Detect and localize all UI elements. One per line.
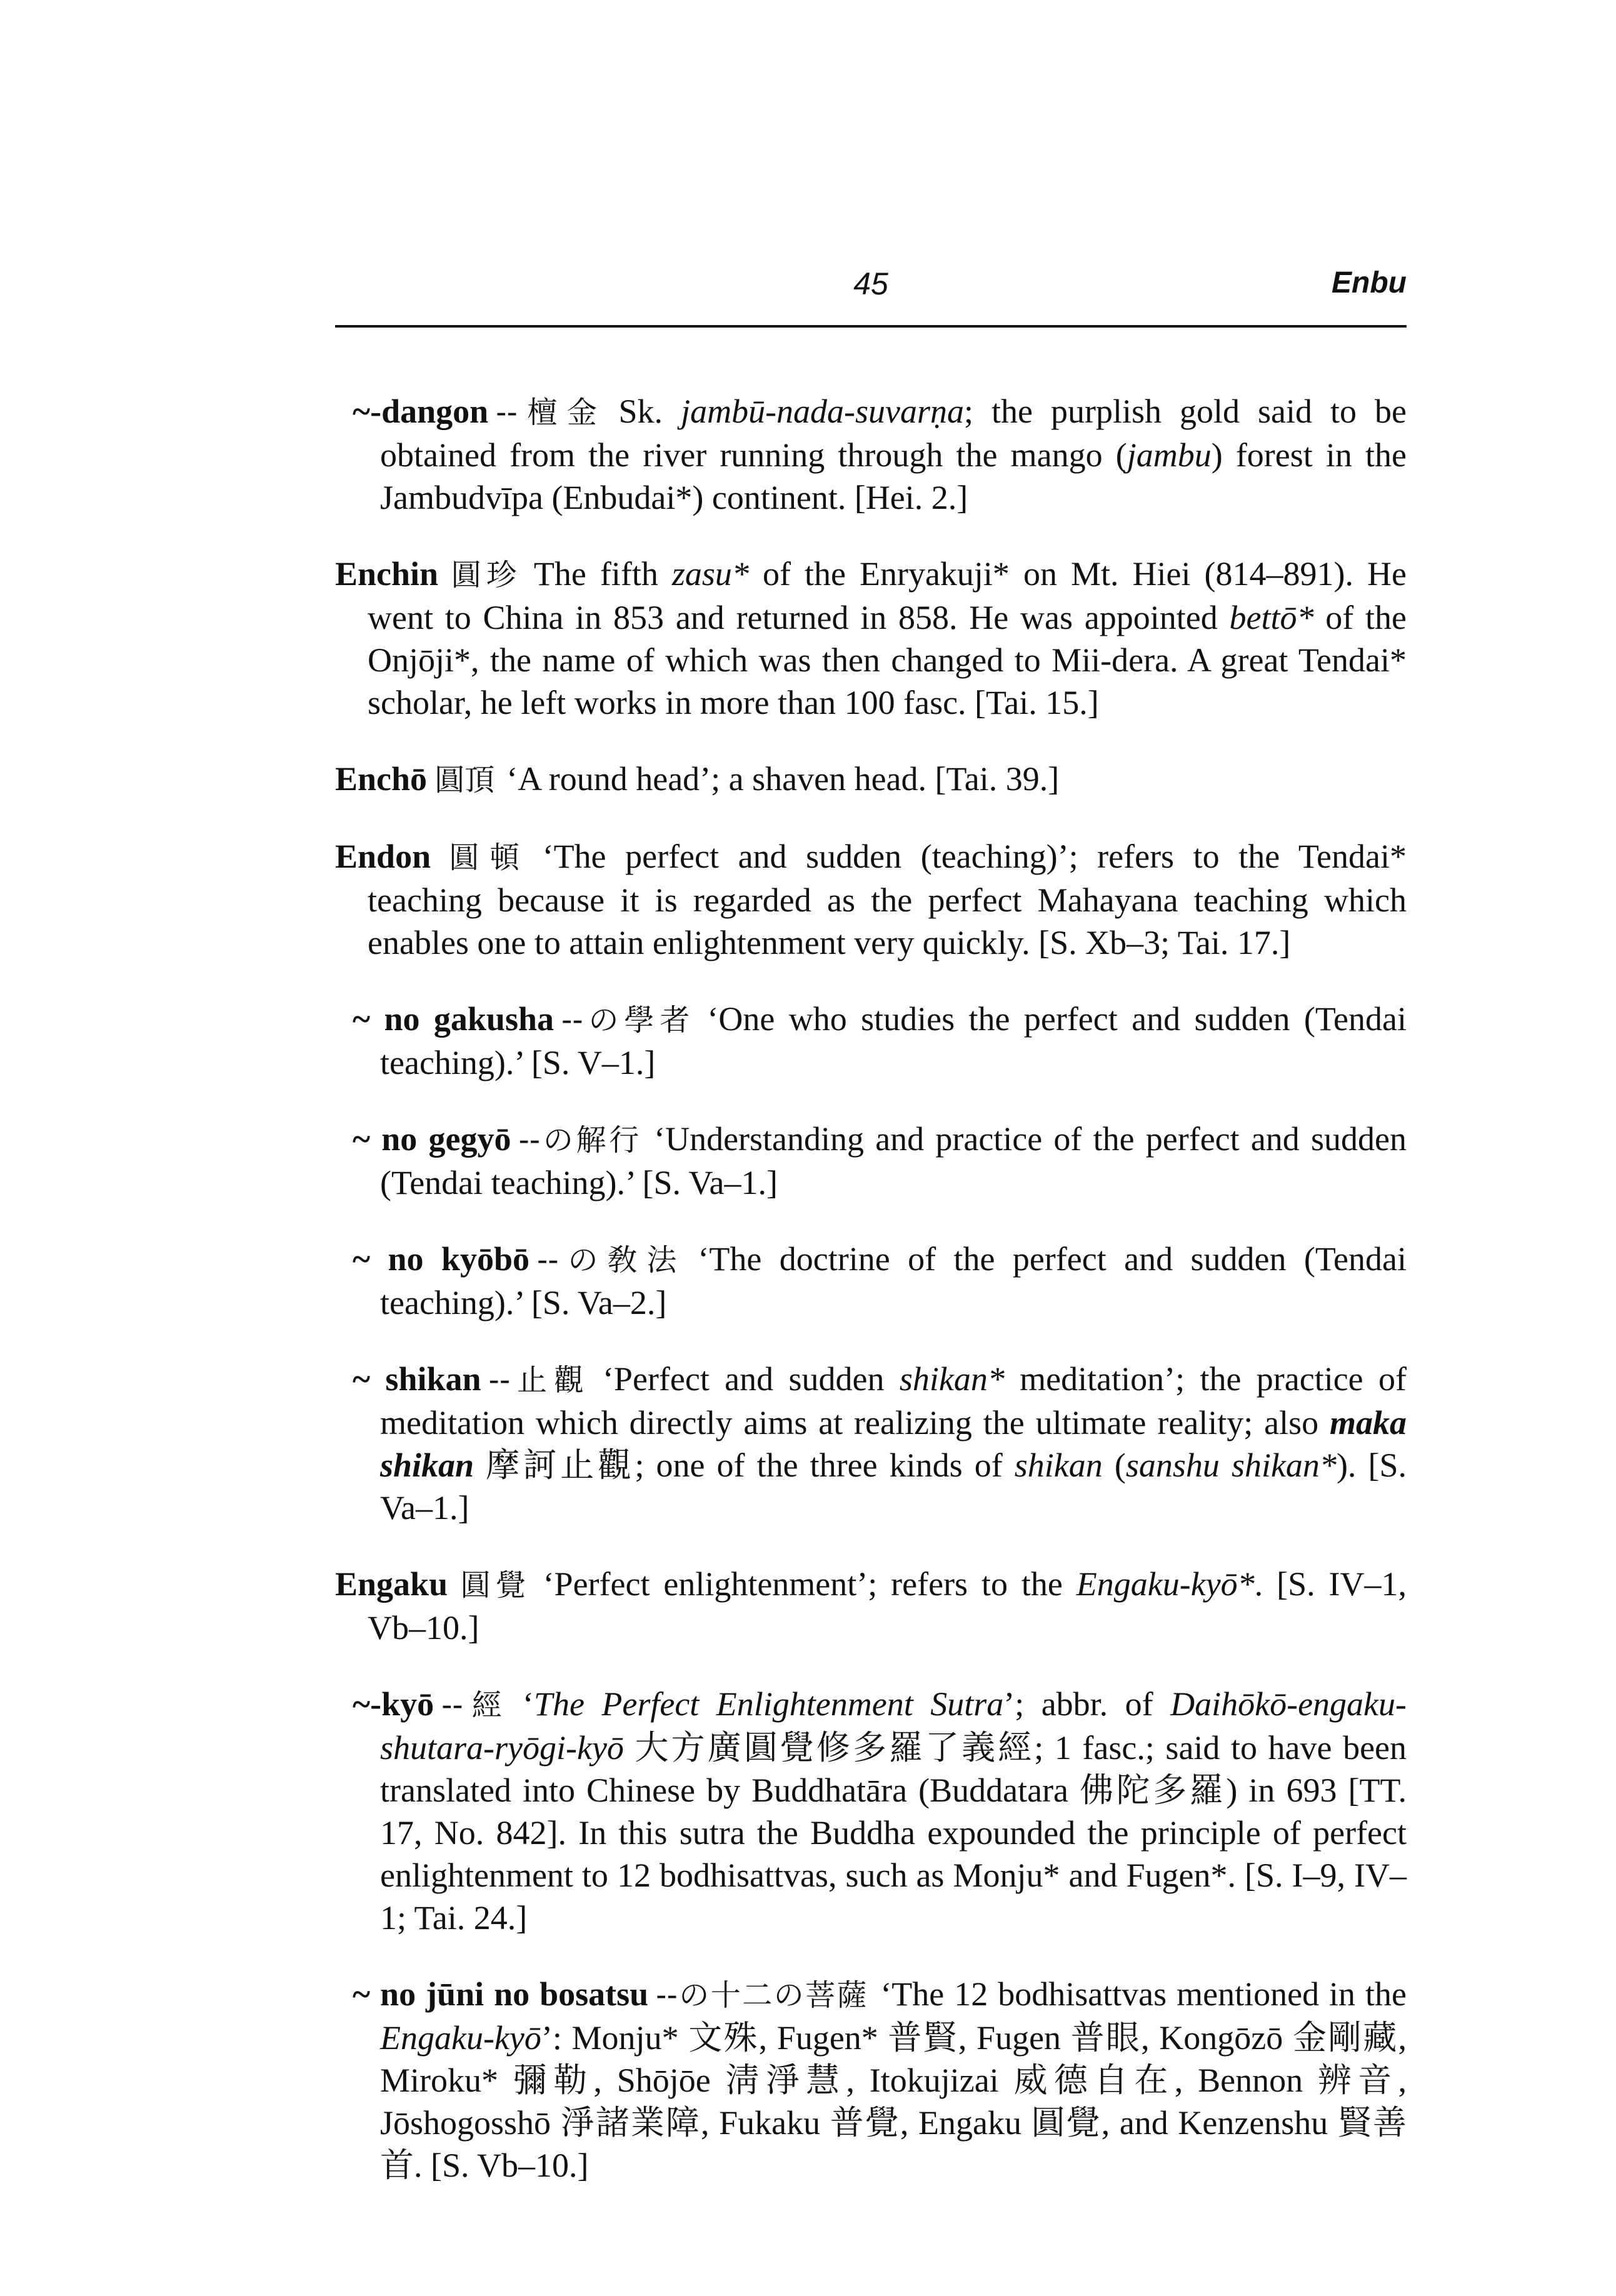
italic-text: jambu <box>1127 436 1212 474</box>
definition-text: . [S. IV–1, Vb–10.] <box>368 1565 1407 1647</box>
sub-entry <box>353 1358 1407 1529</box>
italic-text: shikan* <box>899 1360 1005 1398</box>
italic-text: zasu* <box>671 555 749 593</box>
headword: Enchō <box>335 760 428 798</box>
definition-text: ‘Understanding and practice of the perfect and sudden (Tendai teaching).’ [S. Va–1.] <box>380 1120 1407 1201</box>
headword: Enchin <box>335 555 439 593</box>
headword-kanji: --の解行 <box>518 1123 642 1158</box>
definition-text: meditation’; the practice of meditation which directly aims at realizing the ultimate reality; also <box>380 1360 1407 1441</box>
definition-text: of the Onjōji*, the name of which was then changed to Mii-dera. A great Tendai* scholar, he left works in more than 100 fasc. [Tai. 15.] <box>368 599 1407 721</box>
headword-kanji: 圓頂 <box>434 763 495 798</box>
headword-kanji: --の十二の菩薩 <box>656 1978 869 2013</box>
sub-entry <box>353 1973 1407 2187</box>
definition-text: ’: Monju* 文殊, Fugen* 普賢, Fugen 普眼, Kongōzō 金剛藏, Miroku* 彌勒, Shōjōe 淸淨慧, Itokujizai 威德自在, Bennon 辨音, Jōshogosshō 淨諸業障, Fukaku 普覺, Engaku 圓覺, and Kenzenshu 賢善首. [S. Vb–10.] <box>380 2019 1407 2184</box>
definition-text: The fifth <box>533 555 672 593</box>
running-head: Enbu <box>1332 266 1407 299</box>
sub-entry <box>353 998 1407 1084</box>
sub-entry <box>353 1238 1407 1324</box>
headword: ~-kyō <box>353 1685 434 1723</box>
definition-text: 大方廣圓覺修多羅了義經; 1 fasc.; said to have been translated into Chinese by Buddhatāra (Buddatara 佛陀多羅) in 693 [TT. 17, No. 842]. In this sutra the Buddha expounded the principle of perfect enlightenment to 12 bodhisattvas, such as Monju* and Fugen*. [S. I–9, IV–1; Tai. 24.] <box>380 1729 1407 1937</box>
definition-text: ‘The doctrine of the perfect and sudden (Tendai teaching).’ [S. Va–2.] <box>380 1240 1407 1321</box>
definition-text: ‘A round head’; a shaven head. [Tai. 39.] <box>506 760 1060 798</box>
header-rule <box>335 325 1407 328</box>
italic-text: sanshu shikan* <box>1125 1446 1337 1484</box>
headword: ~ no jūni no bosatsu <box>353 1975 649 2013</box>
headword-kanji: 圓覺 <box>455 1568 531 1603</box>
headword-kanji: --經 <box>441 1688 511 1723</box>
headword-kanji: 圓珍 <box>446 558 522 593</box>
headword: ~ no gegyō <box>353 1120 511 1158</box>
definition-text: ‘ <box>522 1685 534 1723</box>
definition-text: ‘One who studies the perfect and sudden (Tendai teaching).’ [S. V–1.] <box>380 1000 1407 1081</box>
sub-entry <box>353 390 1407 519</box>
dictionary-entry <box>335 835 1407 964</box>
headword-kanji: 圓頓 <box>438 840 531 875</box>
italic-text: bettō* <box>1229 599 1314 636</box>
definition-text: ’; abbr. of <box>1003 1685 1171 1723</box>
definition-text: ‘Perfect enlightenment’; refers to the <box>543 1565 1076 1603</box>
italic-text: maka shikan <box>380 1404 1407 1484</box>
dictionary-entry <box>335 1563 1407 1649</box>
italic-text: Engaku-kyō <box>380 2019 541 2057</box>
definition-text: ‘The perfect and sudden (teaching)’; refers to the Tendai* teaching because it is regarded as the perfect Mahayana teaching which enables one to attain enlightenment very quickly. [S. Xb–3; Tai. 17.] <box>368 838 1407 961</box>
definition-text: ; the purplish gold said to be obtained from the river running through the mango ( <box>380 393 1407 474</box>
definition-text: ). [S. Va–1.] <box>380 1446 1407 1526</box>
definition-text: ( <box>1102 1446 1126 1484</box>
definition-text: 摩訶止觀; one of the three kinds of <box>474 1446 1015 1484</box>
page-number: 45 <box>853 266 888 301</box>
headword-kanji: --止觀 <box>488 1363 591 1398</box>
definition-text: Sk. <box>618 393 681 430</box>
italic-text: Daihōkō-engaku-shutara-ryōgi-kyō <box>380 1685 1407 1767</box>
headword: ~ no kyōbō <box>353 1240 529 1278</box>
headword: Endon <box>335 838 431 875</box>
dictionary-entry <box>335 553 1407 724</box>
sub-entry <box>353 1118 1407 1204</box>
headword-kanji: --の敎法 <box>536 1243 686 1278</box>
definition-text: ‘The 12 bodhisattvas mentioned in the <box>880 1975 1407 2013</box>
headword-kanji: --檀金 <box>496 395 607 430</box>
italic-text: shikan <box>1014 1446 1103 1484</box>
headword: ~ shikan <box>353 1360 481 1398</box>
dictionary-entries <box>335 356 1407 2198</box>
headword: Engaku <box>335 1565 448 1603</box>
sub-entry <box>353 1683 1407 1939</box>
headword: ~-dangon <box>353 393 489 430</box>
definition-text: ) forest in the Jambudvīpa (Enbudai*) continent. [Hei. 2.] <box>380 436 1407 516</box>
italic-text: jambū-nada-suvarṇa <box>681 393 965 430</box>
italic-text: Engaku-kyō* <box>1076 1565 1255 1603</box>
definition-text: ‘Perfect and sudden <box>602 1360 900 1398</box>
headword: ~ no gakusha <box>353 1000 555 1038</box>
italic-text: The Perfect Enlightenment Sutra <box>533 1685 1004 1723</box>
page-header <box>335 266 1407 309</box>
dictionary-entry <box>335 758 1407 801</box>
definition-text: of the Enryakuji* on Mt. Hiei (814–891). He went to China in 853 and returned in 858. He was appointed <box>368 555 1407 636</box>
headword-kanji: --の學者 <box>561 1003 696 1038</box>
